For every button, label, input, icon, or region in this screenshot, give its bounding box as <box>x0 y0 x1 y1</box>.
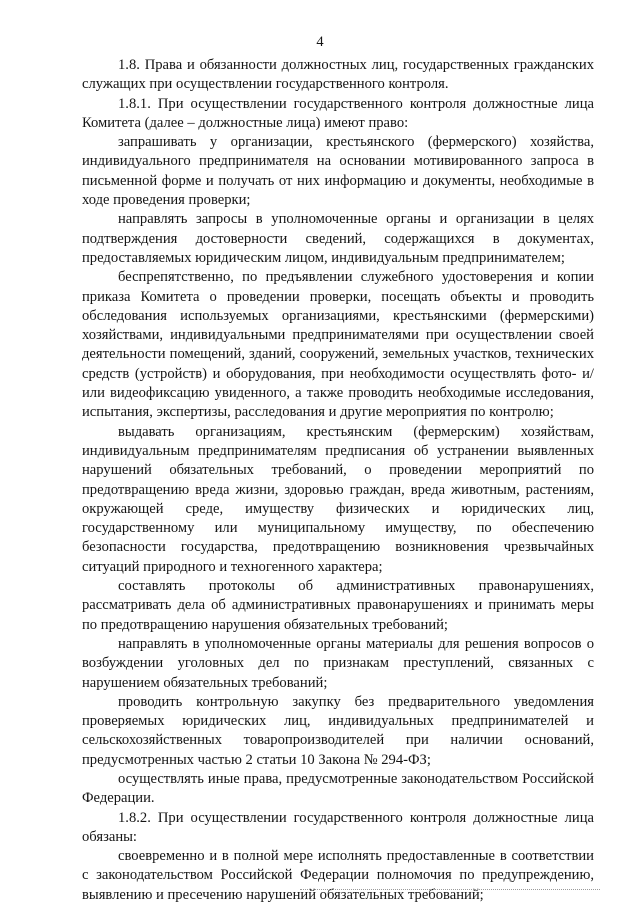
subsection-1-8-1-intro: 1.8.1. При осуществлении государственного контроля должностные лица Комитета (далее – должностные лица) имеют право: <box>82 95 594 131</box>
right-draw-protocols: составлять протоколы об административных правонарушениях, рассматривать дела об административных правонарушениях и принимать меры по предотвращению нарушения обязательных требований; <box>82 578 594 633</box>
right-request-information: запрашивать у организации, крестьянского (фермерского) хозяйства, индивидуального предпринимателя на основании мотивированного запроса в письменной форме и получать от них информацию и документы, необходимые в ходе проведения проверки; <box>82 134 594 209</box>
right-send-requests: направлять запросы в уполномоченные органы и организации в целях подтверждения достоверности сведений, содержащихся в документах, предоставляемых юридическим лицом, индивидуальным предпринимателем; <box>82 211 594 266</box>
right-send-materials: направлять в уполномоченные органы материалы для решения вопросов о возбуждении уголовных дел по признакам преступлений, связанных с нарушением обязательных требований; <box>82 635 594 691</box>
scan-artifact-line <box>300 889 600 890</box>
right-control-purchase: проводить контрольную закупку без предварительного уведомления проверяемых юридических лиц, индивидуальных предпринимателей и сельскохозяйственных товаропроизводителей при наличии оснований, предусмотренных частью 2 статьи 10 Закона № 294-ФЗ; <box>82 693 594 768</box>
document-body <box>82 56 594 905</box>
right-visit-objects: беспрепятственно, по предъявлении служебного удостоверения и копии приказа Комитета о проведении проверки, посещать объекты и проводить обследования используемых организациями, крестьянскими (фермерскими) хозяйствами, индивидуальными предпринимателями при осуществлении своей деятельности помещений, зданий, сооружений, земельных участков, технических средств (устройств) и оборудования, при необходимости осуществлять фото- и/или видеофиксацию увиденного, а также проводить необходимые исследования, испытания, экспертизы, расследования и другие мероприятия по контролю; <box>82 269 594 421</box>
duty-exercise-powers: своевременно и в полной мере исполнять предоставленные в соответствии с законодательством Российской Федерации полномочия по предупреждению, выявлению и пресечению нарушений обязательных требований; <box>82 848 594 903</box>
section-heading-1-8: 1.8. Права и обязанности должностных лиц, государственных гражданских служащих при осуществлении государственного контроля. <box>82 57 594 93</box>
page-number: 4 <box>316 34 324 50</box>
subsection-1-8-2-intro: 1.8.2. При осуществлении государственного контроля должностные лица обязаны: <box>82 809 594 845</box>
right-other: осуществлять иные права, предусмотренные законодательством Российской Федерации. <box>82 770 594 807</box>
right-issue-orders: выдавать организациям, крестьянским (фермерским) хозяйствам, индивидуальным предпринимателям предписания об устранении выявленных нарушений обязательных требований, о проведении мероприятий по предотвращению вреда жизни, здоровью граждан, вреда животным, растениям, окружающей среде, имуществу физических и юридических лиц, государственному или муниципальному имуществу, по обеспечению безопасности государства, предотвращению возникновения чрезвычайных ситуаций природного и техногенного характера; <box>82 423 594 575</box>
